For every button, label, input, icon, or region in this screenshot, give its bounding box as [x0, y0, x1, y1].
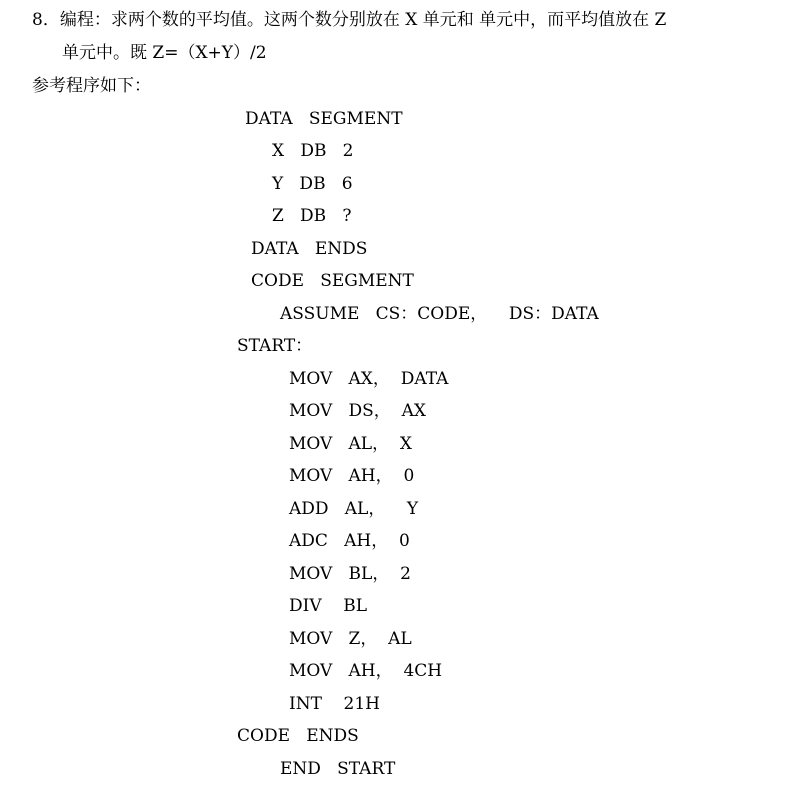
- code-line: MOV AH， 4CH: [289, 661, 443, 681]
- code-line: INT 21H: [289, 694, 381, 714]
- code-line: END START: [280, 759, 396, 779]
- code-line: MOV AX， DATA: [289, 369, 449, 389]
- code-line: ASSUME CS：CODE， DS：DATA: [280, 304, 599, 324]
- code-line: DATA SEGMENT: [245, 109, 403, 129]
- code-line: MOV Z， AL: [289, 629, 412, 649]
- code-line: DIV BL: [289, 596, 368, 616]
- question-text-line-1: 8．编程：求两个数的平均值。这两个数分别放在 X 单元和 单元中，而平均值放在 Z: [32, 10, 667, 30]
- code-line: CODE ENDS: [237, 726, 359, 746]
- code-line: Y DB 6: [272, 174, 353, 194]
- code-line: MOV BL， 2: [289, 564, 411, 584]
- code-line: ADC AH， 0: [289, 531, 410, 551]
- code-line: START：: [237, 336, 313, 356]
- code-line: X DB 2: [272, 141, 354, 161]
- code-line: MOV DS， AX: [289, 401, 426, 421]
- question-text-line-2: 单元中。既 Z=（X+Y）/2: [62, 43, 267, 63]
- code-line: DATA ENDS: [251, 239, 368, 259]
- code-line: ADD AL， Y: [289, 499, 419, 519]
- reference-program-heading: 参考程序如下：: [32, 76, 151, 96]
- code-line: CODE SEGMENT: [251, 271, 414, 291]
- code-line: Z DB ?: [272, 206, 352, 226]
- code-line: MOV AL， X: [289, 434, 413, 454]
- code-line: MOV AH， 0: [289, 466, 415, 486]
